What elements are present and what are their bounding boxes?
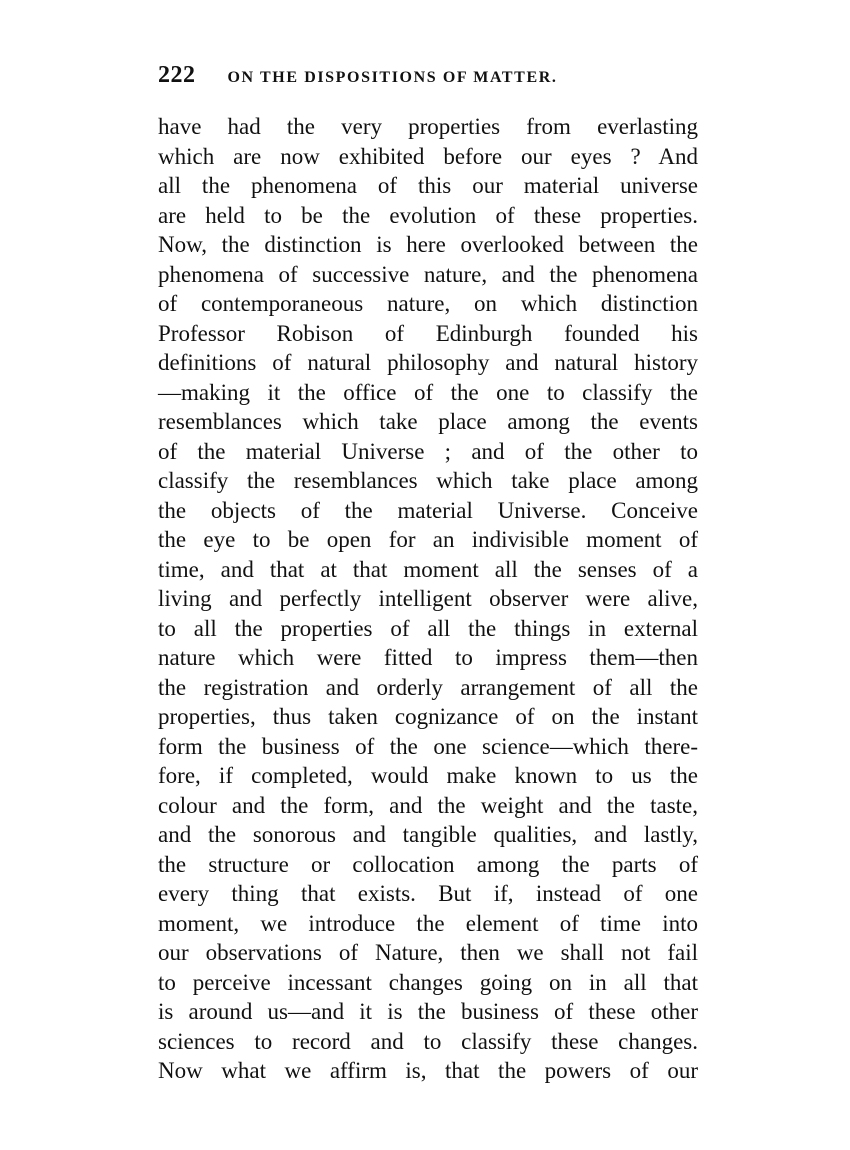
text-line: and the sonorous and tangible qualities, and lastly, <box>158 822 698 847</box>
text-line: have had the very properties from everlasting <box>158 114 698 139</box>
text-line: living and perfectly intelligent observer were alive, <box>158 586 698 611</box>
text-line: colour and the form, and the weight and the taste, <box>158 792 698 818</box>
text-line: Now, the distinction is here overlooked between the <box>158 232 698 257</box>
text-line: to perceive incessant changes going on in all that <box>158 969 698 995</box>
text-line: is around us—and it is the business of these other <box>158 999 698 1024</box>
running-head <box>158 62 698 90</box>
text-line: sciences to record and to classify these changes. <box>158 1028 698 1054</box>
text-line: of contemporaneous nature, on which distinction <box>158 291 698 316</box>
text-line: are held to be the evolution of these properties. <box>158 202 698 228</box>
text-line: the structure or collocation among the parts of <box>158 851 698 877</box>
text-line: every thing that exists. But if, instead of one <box>158 881 698 906</box>
text-line: fore, if completed, would make known to us the <box>158 763 698 788</box>
text-line: Now what we affirm is, that the powers of our <box>158 1058 698 1083</box>
text-line: resemblances which take place among the events <box>158 409 698 434</box>
text-line: to all the properties of all the things in external <box>158 615 698 641</box>
text-line: all the phenomena of this our material universe <box>158 173 698 198</box>
text-line: classify the resemblances which take place among <box>158 468 698 493</box>
text-line: properties, thus taken cognizance of on the instant <box>158 704 698 729</box>
text-line: definitions of natural philosophy and natural history <box>158 350 698 375</box>
text-line: the eye to be open for an indivisible moment of <box>158 527 698 552</box>
text-line: nature which were fitted to impress them—then <box>158 645 698 670</box>
page-number: 222 <box>158 62 196 88</box>
text-line: phenomena of successive nature, and the phenomena <box>158 261 698 287</box>
text-line: which are now exhibited before our eyes ? And <box>158 143 698 169</box>
text-line: the registration and orderly arrangement of all the <box>158 674 698 700</box>
body-text <box>158 112 698 1086</box>
text-line: our observations of Nature, then we shall not fail <box>158 940 698 965</box>
text-line: of the material Universe ; and of the other to <box>158 438 698 464</box>
text-line: the objects of the material Universe. Conceive <box>158 497 698 523</box>
text-line: moment, we introduce the element of time into <box>158 910 698 936</box>
text-line: Professor Robison of Edinburgh founded his <box>158 320 698 346</box>
text-line: —making it the office of the one to classify the <box>158 379 698 405</box>
text-line: form the business of the one science—which there- <box>158 733 698 759</box>
text-line: time, and that at that moment all the senses of a <box>158 556 698 582</box>
running-title: ON THE DISPOSITIONS OF MATTER. <box>227 69 558 86</box>
